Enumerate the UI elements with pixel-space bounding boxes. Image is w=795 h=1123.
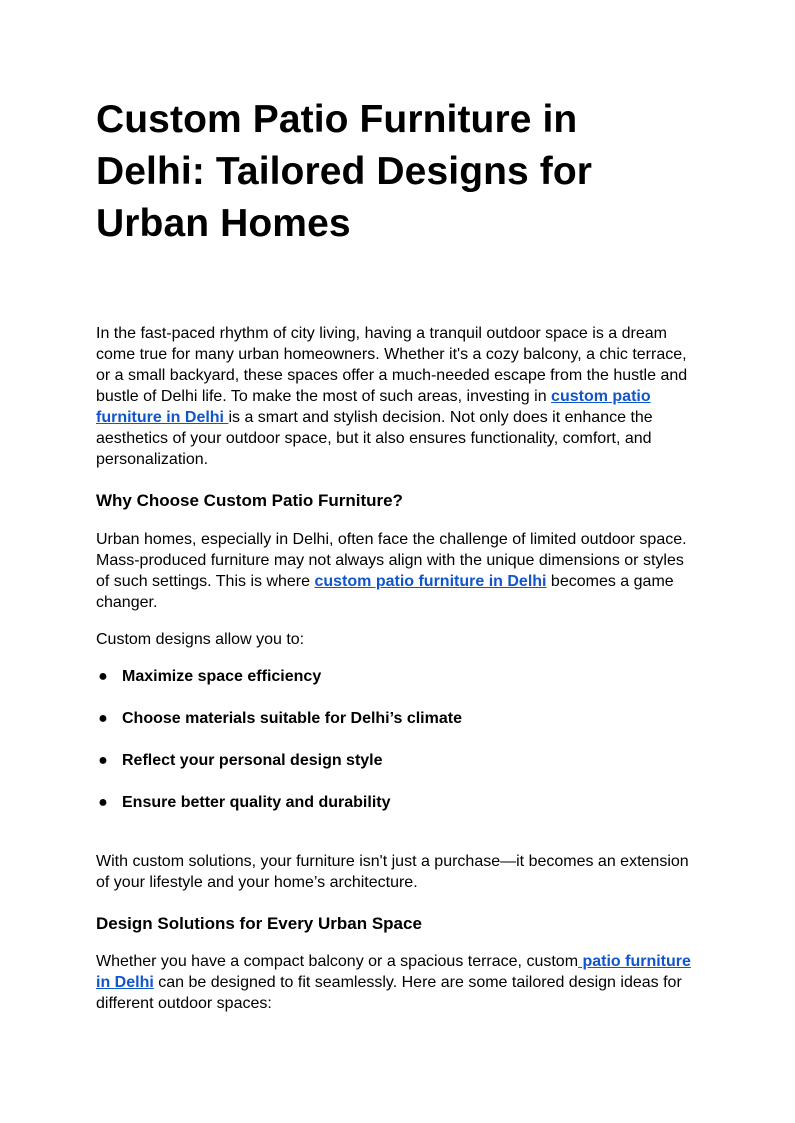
closing-paragraph-wrap (96, 851, 696, 893)
section2-paragraph (96, 951, 696, 1014)
list-item-text: Ensure better quality and durability (122, 794, 391, 811)
section1-paragraph (96, 529, 696, 613)
list-item (98, 666, 322, 687)
list-item-text: Reflect your personal design style (122, 752, 383, 769)
section2-heading-wrap (96, 913, 696, 935)
intro-link[interactable]: custom patio furniture in Delhi (96, 388, 651, 426)
list-item-text: Maximize space efficiency (122, 668, 322, 685)
list-intro-wrap (96, 629, 696, 650)
bullet-icon: ● (98, 668, 108, 685)
list-item (98, 792, 391, 813)
section1-text-after: becomes a game changer. (96, 573, 674, 611)
bullet-icon: ● (98, 794, 108, 811)
section2-heading: Design Solutions for Every Urban Space (96, 914, 422, 933)
section2-text-after: can be designed to fit seamlessly. Here are some tailored design ideas for different outdoor spaces: (96, 974, 682, 1012)
bullet-icon: ● (98, 752, 108, 769)
section2-text-before: Whether you have a compact balcony or a spacious terrace, custom (96, 953, 579, 970)
closing-paragraph: With custom solutions, your furniture isn't just a purchase—it becomes an extension of your lifestyle and your home’s architecture. (96, 853, 689, 891)
section1-heading: Why Choose Custom Patio Furniture? (96, 491, 403, 510)
list-item (98, 708, 462, 729)
section1-text-before: Urban homes, especially in Delhi, often face the challenge of limited outdoor space. Mass-produced furniture may not always align with the unique dimensions or styles of such settings. This is where (96, 531, 687, 590)
list-intro: Custom designs allow you to: (96, 631, 305, 648)
bullet-icon: ● (98, 710, 108, 727)
section2-link[interactable]: patio furniture in Delhi (96, 953, 691, 991)
intro-text-before: In the fast-paced rhythm of city living, having a tranquil outdoor space is a dream come true for many urban homeowners. Whether it's a cozy balcony, a chic terrace, or a small backyard, these spaces offer a much-needed escape from the hustle and bustle of Delhi life. To make the most of such areas, investing in (96, 325, 688, 405)
intro-paragraph (96, 323, 696, 470)
list-item (98, 750, 383, 771)
list-item-text: Choose materials suitable for Delhi’s climate (122, 710, 462, 727)
intro-text-after: is a smart and stylish decision. Not only does it enhance the aesthetics of your outdoor space, but it also ensures functionality, comfort, and personalization. (96, 409, 653, 468)
page-title: Custom Patio Furniture in Delhi: Tailored Designs for Urban Homes (96, 98, 593, 245)
section1-link[interactable]: custom patio furniture in Delhi (314, 573, 547, 590)
section1-heading-wrap (96, 490, 696, 512)
